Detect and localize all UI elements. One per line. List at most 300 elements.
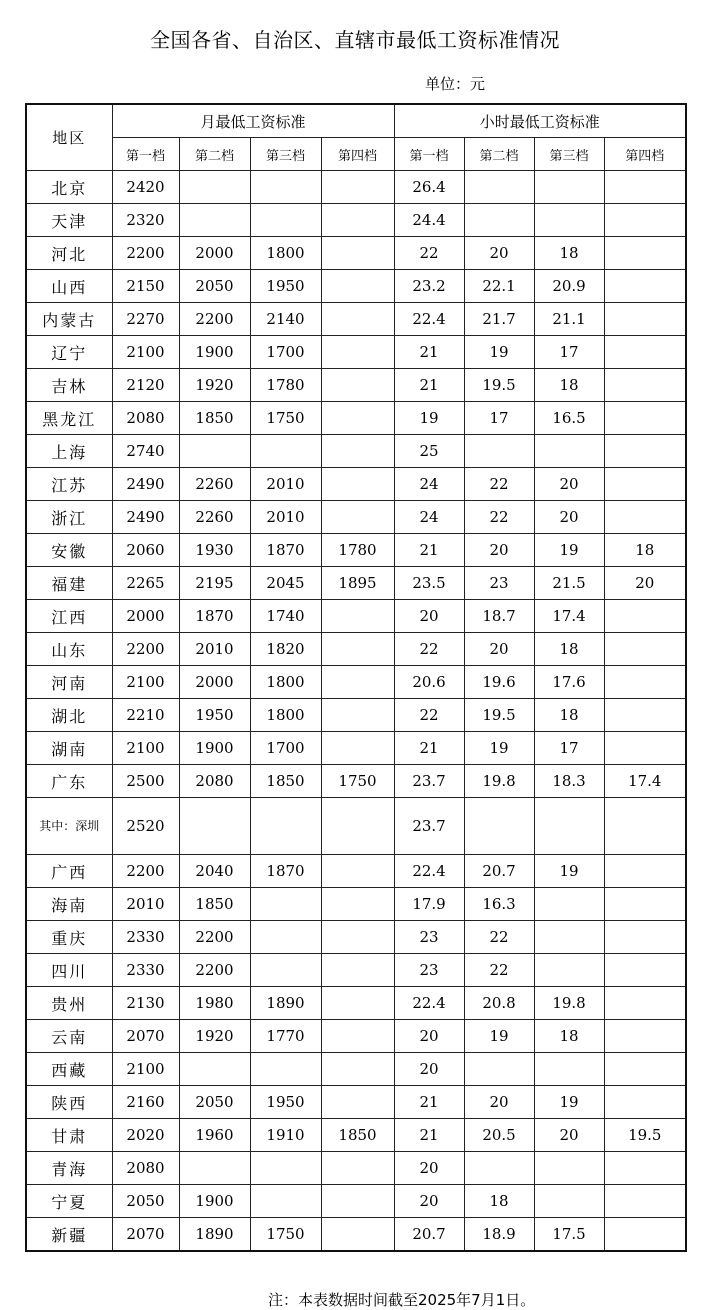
monthly-tier-3-cell — [250, 1185, 321, 1218]
hourly-tier-4-cell — [604, 435, 686, 468]
hourly-tier-4-cell — [604, 369, 686, 402]
header-monthly: 月最低工资标准 — [112, 104, 394, 138]
monthly-tier-1-cell: 2320 — [112, 204, 179, 237]
region-cell: 广东 — [26, 765, 112, 798]
monthly-tier-4-cell: 1850 — [321, 1119, 394, 1152]
monthly-tier-1-cell: 2100 — [112, 666, 179, 699]
hourly-tier-4-cell: 17.4 — [604, 765, 686, 798]
hourly-tier-4-cell — [604, 954, 686, 987]
hourly-tier-1-cell: 22.4 — [394, 303, 464, 336]
monthly-tier-3-cell: 1750 — [250, 1218, 321, 1252]
footnote: 注：本表数据时间截至2025年7月1日。 — [268, 1291, 536, 1309]
monthly-tier-1-cell: 2070 — [112, 1218, 179, 1252]
monthly-tier-4-cell: 1780 — [321, 534, 394, 567]
monthly-tier-2-cell: 1850 — [179, 888, 250, 921]
min-wage-table — [25, 103, 687, 1252]
hourly-tier-4-cell — [604, 1218, 686, 1252]
hourly-tier-1-cell: 20 — [394, 1020, 464, 1053]
hourly-tier-1-cell: 21 — [394, 732, 464, 765]
hourly-tier-1-cell: 21 — [394, 1119, 464, 1152]
table-row — [26, 1053, 686, 1086]
monthly-tier-2-cell — [179, 204, 250, 237]
monthly-tier-3-cell: 2010 — [250, 468, 321, 501]
monthly-tier-1-cell: 2000 — [112, 600, 179, 633]
region-cell: 贵州 — [26, 987, 112, 1020]
hourly-tier-4-cell — [604, 798, 686, 855]
monthly-tier-3-cell: 1700 — [250, 336, 321, 369]
hourly-tier-3-cell: 18 — [534, 237, 604, 270]
hourly-tier-2-cell: 18.9 — [464, 1218, 534, 1252]
hourly-tier-3-cell: 20.9 — [534, 270, 604, 303]
region-cell: 宁夏 — [26, 1185, 112, 1218]
table-row — [26, 501, 686, 534]
hourly-tier-3-cell: 19 — [534, 1086, 604, 1119]
region-cell: 上海 — [26, 435, 112, 468]
monthly-tier-2-cell: 1930 — [179, 534, 250, 567]
monthly-tier-3-cell: 2010 — [250, 501, 321, 534]
monthly-tier-2-cell: 2050 — [179, 270, 250, 303]
monthly-tier-4-cell — [321, 303, 394, 336]
hourly-tier-4-cell — [604, 855, 686, 888]
table-row — [26, 633, 686, 666]
hourly-tier-4-cell: 19.5 — [604, 1119, 686, 1152]
hourly-tier-3-cell: 18 — [534, 1020, 604, 1053]
monthly-tier-1-cell: 2490 — [112, 501, 179, 534]
monthly-tier-1-cell: 2210 — [112, 699, 179, 732]
table-row — [26, 765, 686, 798]
hourly-tier-2-cell — [464, 798, 534, 855]
monthly-tier-2-cell: 2195 — [179, 567, 250, 600]
header-monthly-tier-3: 第三档 — [250, 138, 321, 171]
monthly-tier-4-cell — [321, 1053, 394, 1086]
hourly-tier-2-cell: 20 — [464, 534, 534, 567]
hourly-tier-1-cell: 20 — [394, 1185, 464, 1218]
monthly-tier-4-cell — [321, 1185, 394, 1218]
monthly-tier-1-cell: 2100 — [112, 732, 179, 765]
monthly-tier-4-cell — [321, 1086, 394, 1119]
monthly-tier-2-cell — [179, 171, 250, 204]
hourly-tier-4-cell — [604, 171, 686, 204]
table-row — [26, 855, 686, 888]
hourly-tier-2-cell — [464, 1152, 534, 1185]
monthly-tier-3-cell: 1870 — [250, 855, 321, 888]
region-cell: 福建 — [26, 567, 112, 600]
hourly-tier-4-cell — [604, 1185, 686, 1218]
monthly-tier-2-cell — [179, 798, 250, 855]
hourly-tier-1-cell: 22 — [394, 237, 464, 270]
hourly-tier-1-cell: 21 — [394, 534, 464, 567]
monthly-tier-1-cell: 2070 — [112, 1020, 179, 1053]
monthly-tier-4-cell — [321, 666, 394, 699]
hourly-tier-1-cell: 23.7 — [394, 798, 464, 855]
monthly-tier-2-cell: 2000 — [179, 666, 250, 699]
region-cell: 湖北 — [26, 699, 112, 732]
hourly-tier-3-cell: 17.6 — [534, 666, 604, 699]
table-row — [26, 1086, 686, 1119]
hourly-tier-4-cell — [604, 1152, 686, 1185]
hourly-tier-2-cell: 19.6 — [464, 666, 534, 699]
hourly-tier-2-cell — [464, 204, 534, 237]
hourly-tier-4-cell — [604, 600, 686, 633]
monthly-tier-4-cell: 1895 — [321, 567, 394, 600]
hourly-tier-2-cell: 22 — [464, 501, 534, 534]
region-cell: 辽宁 — [26, 336, 112, 369]
hourly-tier-1-cell: 23 — [394, 921, 464, 954]
region-cell: 湖南 — [26, 732, 112, 765]
monthly-tier-4-cell — [321, 888, 394, 921]
monthly-tier-4-cell — [321, 1218, 394, 1252]
monthly-tier-3-cell — [250, 435, 321, 468]
table-row — [26, 987, 686, 1020]
hourly-tier-3-cell: 19 — [534, 855, 604, 888]
hourly-tier-1-cell: 20 — [394, 600, 464, 633]
monthly-tier-3-cell — [250, 888, 321, 921]
header-hourly-tier-2: 第二档 — [464, 138, 534, 171]
hourly-tier-4-cell — [604, 237, 686, 270]
table-row — [26, 1152, 686, 1185]
table-row — [26, 921, 686, 954]
header-hourly-tier-1: 第一档 — [394, 138, 464, 171]
region-cell: 江苏 — [26, 468, 112, 501]
monthly-tier-1-cell: 2150 — [112, 270, 179, 303]
hourly-tier-2-cell: 21.7 — [464, 303, 534, 336]
monthly-tier-2-cell: 1950 — [179, 699, 250, 732]
hourly-tier-3-cell — [534, 1152, 604, 1185]
table-row — [26, 798, 686, 855]
hourly-tier-3-cell: 19 — [534, 534, 604, 567]
monthly-tier-4-cell — [321, 369, 394, 402]
monthly-tier-4-cell — [321, 798, 394, 855]
monthly-tier-4-cell — [321, 954, 394, 987]
table-row — [26, 369, 686, 402]
hourly-tier-3-cell: 21.5 — [534, 567, 604, 600]
table-row — [26, 336, 686, 369]
hourly-tier-1-cell: 24 — [394, 468, 464, 501]
monthly-tier-4-cell — [321, 468, 394, 501]
hourly-tier-1-cell: 19 — [394, 402, 464, 435]
monthly-tier-2-cell: 2050 — [179, 1086, 250, 1119]
monthly-tier-2-cell — [179, 435, 250, 468]
hourly-tier-4-cell — [604, 1086, 686, 1119]
table-row — [26, 954, 686, 987]
region-cell: 云南 — [26, 1020, 112, 1053]
hourly-tier-3-cell: 18 — [534, 369, 604, 402]
hourly-tier-3-cell: 18 — [534, 633, 604, 666]
monthly-tier-1-cell: 2020 — [112, 1119, 179, 1152]
hourly-tier-1-cell: 17.9 — [394, 888, 464, 921]
hourly-tier-1-cell: 21 — [394, 369, 464, 402]
hourly-tier-2-cell: 22 — [464, 921, 534, 954]
monthly-tier-1-cell: 2200 — [112, 633, 179, 666]
region-cell: 山西 — [26, 270, 112, 303]
monthly-tier-1-cell: 2080 — [112, 402, 179, 435]
hourly-tier-3-cell: 19.8 — [534, 987, 604, 1020]
hourly-tier-4-cell — [604, 732, 686, 765]
table-row — [26, 888, 686, 921]
table-row — [26, 1119, 686, 1152]
monthly-tier-3-cell: 1910 — [250, 1119, 321, 1152]
monthly-tier-1-cell: 2490 — [112, 468, 179, 501]
monthly-tier-1-cell: 2265 — [112, 567, 179, 600]
monthly-tier-4-cell — [321, 435, 394, 468]
hourly-tier-4-cell — [604, 336, 686, 369]
hourly-tier-1-cell: 20 — [394, 1053, 464, 1086]
hourly-tier-3-cell: 17.5 — [534, 1218, 604, 1252]
monthly-tier-1-cell: 2270 — [112, 303, 179, 336]
monthly-tier-4-cell — [321, 336, 394, 369]
monthly-tier-2-cell — [179, 1053, 250, 1086]
hourly-tier-3-cell: 17 — [534, 732, 604, 765]
region-cell: 北京 — [26, 171, 112, 204]
monthly-tier-1-cell: 2420 — [112, 171, 179, 204]
monthly-tier-3-cell: 1820 — [250, 633, 321, 666]
monthly-tier-3-cell — [250, 1053, 321, 1086]
monthly-tier-4-cell — [321, 204, 394, 237]
header-monthly-tier-4: 第四档 — [321, 138, 394, 171]
hourly-tier-3-cell — [534, 204, 604, 237]
hourly-tier-4-cell — [604, 1053, 686, 1086]
header-monthly-tier-1: 第一档 — [112, 138, 179, 171]
hourly-tier-1-cell: 22.4 — [394, 855, 464, 888]
monthly-tier-4-cell — [321, 987, 394, 1020]
monthly-tier-3-cell — [250, 1152, 321, 1185]
header-region: 地区 — [26, 104, 112, 171]
monthly-tier-3-cell — [250, 204, 321, 237]
hourly-tier-1-cell: 24.4 — [394, 204, 464, 237]
monthly-tier-3-cell: 1950 — [250, 1086, 321, 1119]
hourly-tier-1-cell: 20.6 — [394, 666, 464, 699]
monthly-tier-3-cell: 2140 — [250, 303, 321, 336]
monthly-tier-3-cell — [250, 954, 321, 987]
monthly-tier-4-cell — [321, 855, 394, 888]
hourly-tier-1-cell: 22.4 — [394, 987, 464, 1020]
hourly-tier-4-cell — [604, 303, 686, 336]
hourly-tier-1-cell: 23.2 — [394, 270, 464, 303]
monthly-tier-4-cell — [321, 501, 394, 534]
hourly-tier-1-cell: 21 — [394, 1086, 464, 1119]
header-hourly-tier-4: 第四档 — [604, 138, 686, 171]
hourly-tier-2-cell: 19 — [464, 1020, 534, 1053]
hourly-tier-1-cell: 25 — [394, 435, 464, 468]
monthly-tier-1-cell: 2130 — [112, 987, 179, 1020]
region-cell: 吉林 — [26, 369, 112, 402]
hourly-tier-4-cell — [604, 666, 686, 699]
monthly-tier-3-cell: 1750 — [250, 402, 321, 435]
monthly-tier-3-cell: 1950 — [250, 270, 321, 303]
hourly-tier-1-cell: 26.4 — [394, 171, 464, 204]
hourly-tier-2-cell: 20 — [464, 633, 534, 666]
monthly-tier-4-cell — [321, 270, 394, 303]
monthly-tier-1-cell: 2080 — [112, 1152, 179, 1185]
hourly-tier-1-cell: 20.7 — [394, 1218, 464, 1252]
table-row — [26, 204, 686, 237]
hourly-tier-3-cell — [534, 921, 604, 954]
monthly-tier-2-cell: 2260 — [179, 468, 250, 501]
hourly-tier-4-cell — [604, 468, 686, 501]
monthly-tier-1-cell: 2100 — [112, 1053, 179, 1086]
region-cell: 陕西 — [26, 1086, 112, 1119]
table-row — [26, 600, 686, 633]
hourly-tier-4-cell — [604, 270, 686, 303]
page-title: 全国各省、自治区、直辖市最低工资标准情况 — [150, 28, 560, 52]
region-cell: 四川 — [26, 954, 112, 987]
hourly-tier-2-cell — [464, 171, 534, 204]
monthly-tier-1-cell: 2200 — [112, 855, 179, 888]
monthly-tier-3-cell: 1770 — [250, 1020, 321, 1053]
monthly-tier-2-cell: 1920 — [179, 1020, 250, 1053]
hourly-tier-1-cell: 23.5 — [394, 567, 464, 600]
hourly-tier-4-cell: 20 — [604, 567, 686, 600]
monthly-tier-2-cell: 2200 — [179, 921, 250, 954]
hourly-tier-2-cell: 19.5 — [464, 369, 534, 402]
hourly-tier-4-cell — [604, 501, 686, 534]
hourly-tier-2-cell: 19.8 — [464, 765, 534, 798]
monthly-tier-3-cell — [250, 171, 321, 204]
monthly-tier-2-cell: 1900 — [179, 336, 250, 369]
monthly-tier-3-cell — [250, 798, 321, 855]
hourly-tier-1-cell: 23 — [394, 954, 464, 987]
hourly-tier-1-cell: 22 — [394, 633, 464, 666]
monthly-tier-1-cell: 2160 — [112, 1086, 179, 1119]
monthly-tier-1-cell: 2200 — [112, 237, 179, 270]
monthly-tier-2-cell: 2080 — [179, 765, 250, 798]
monthly-tier-4-cell — [321, 1020, 394, 1053]
monthly-tier-2-cell: 1980 — [179, 987, 250, 1020]
hourly-tier-1-cell: 23.7 — [394, 765, 464, 798]
table-row — [26, 1185, 686, 1218]
header-hourly-tier-3: 第三档 — [534, 138, 604, 171]
monthly-tier-4-cell — [321, 237, 394, 270]
hourly-tier-2-cell: 17 — [464, 402, 534, 435]
monthly-tier-3-cell: 1870 — [250, 534, 321, 567]
monthly-tier-2-cell: 1900 — [179, 732, 250, 765]
monthly-tier-4-cell — [321, 699, 394, 732]
table-row — [26, 1218, 686, 1252]
monthly-tier-2-cell: 2200 — [179, 954, 250, 987]
hourly-tier-2-cell: 20 — [464, 1086, 534, 1119]
monthly-tier-2-cell: 2010 — [179, 633, 250, 666]
region-cell: 河南 — [26, 666, 112, 699]
hourly-tier-2-cell — [464, 1053, 534, 1086]
region-cell: 天津 — [26, 204, 112, 237]
monthly-tier-3-cell: 1780 — [250, 369, 321, 402]
monthly-tier-1-cell: 2120 — [112, 369, 179, 402]
region-cell: 山东 — [26, 633, 112, 666]
region-cell: 甘肃 — [26, 1119, 112, 1152]
monthly-tier-3-cell: 1800 — [250, 237, 321, 270]
header-hourly: 小时最低工资标准 — [394, 104, 686, 138]
monthly-tier-2-cell: 2000 — [179, 237, 250, 270]
hourly-tier-1-cell: 24 — [394, 501, 464, 534]
hourly-tier-3-cell — [534, 954, 604, 987]
region-cell: 西藏 — [26, 1053, 112, 1086]
hourly-tier-2-cell: 20 — [464, 237, 534, 270]
monthly-tier-1-cell: 2740 — [112, 435, 179, 468]
monthly-tier-3-cell: 1800 — [250, 666, 321, 699]
hourly-tier-3-cell — [534, 798, 604, 855]
monthly-tier-4-cell — [321, 732, 394, 765]
region-cell: 黑龙江 — [26, 402, 112, 435]
monthly-tier-4-cell — [321, 921, 394, 954]
monthly-tier-2-cell: 2200 — [179, 303, 250, 336]
table-row — [26, 171, 686, 204]
table-row — [26, 534, 686, 567]
table-row — [26, 666, 686, 699]
monthly-tier-2-cell: 1900 — [179, 1185, 250, 1218]
monthly-tier-3-cell: 1740 — [250, 600, 321, 633]
hourly-tier-3-cell: 17.4 — [534, 600, 604, 633]
hourly-tier-4-cell — [604, 987, 686, 1020]
hourly-tier-1-cell: 21 — [394, 336, 464, 369]
hourly-tier-3-cell: 20 — [534, 1119, 604, 1152]
hourly-tier-1-cell: 22 — [394, 699, 464, 732]
hourly-tier-4-cell — [604, 633, 686, 666]
monthly-tier-1-cell: 2520 — [112, 798, 179, 855]
monthly-tier-3-cell: 1700 — [250, 732, 321, 765]
monthly-tier-3-cell — [250, 921, 321, 954]
table-row — [26, 270, 686, 303]
region-cell: 青海 — [26, 1152, 112, 1185]
region-cell: 河北 — [26, 237, 112, 270]
hourly-tier-3-cell: 18 — [534, 699, 604, 732]
hourly-tier-1-cell: 20 — [394, 1152, 464, 1185]
header-monthly-tier-2: 第二档 — [179, 138, 250, 171]
region-cell: 广西 — [26, 855, 112, 888]
unit-label: 单位：元 — [425, 75, 486, 93]
table-body — [26, 171, 686, 1252]
hourly-tier-4-cell — [604, 204, 686, 237]
monthly-tier-2-cell: 1960 — [179, 1119, 250, 1152]
hourly-tier-3-cell: 20 — [534, 468, 604, 501]
monthly-tier-4-cell — [321, 402, 394, 435]
hourly-tier-3-cell: 21.1 — [534, 303, 604, 336]
monthly-tier-1-cell: 2330 — [112, 921, 179, 954]
table-row — [26, 402, 686, 435]
monthly-tier-1-cell: 2100 — [112, 336, 179, 369]
region-cell: 其中：深圳 — [26, 798, 112, 855]
region-cell: 内蒙古 — [26, 303, 112, 336]
table-row — [26, 435, 686, 468]
monthly-tier-2-cell: 1920 — [179, 369, 250, 402]
hourly-tier-2-cell: 18 — [464, 1185, 534, 1218]
region-cell: 新疆 — [26, 1218, 112, 1252]
hourly-tier-4-cell — [604, 888, 686, 921]
hourly-tier-3-cell: 17 — [534, 336, 604, 369]
hourly-tier-2-cell: 18.7 — [464, 600, 534, 633]
hourly-tier-2-cell: 23 — [464, 567, 534, 600]
table-row — [26, 567, 686, 600]
region-cell: 重庆 — [26, 921, 112, 954]
monthly-tier-1-cell: 2330 — [112, 954, 179, 987]
monthly-tier-1-cell: 2050 — [112, 1185, 179, 1218]
hourly-tier-3-cell: 20 — [534, 501, 604, 534]
table-row — [26, 303, 686, 336]
hourly-tier-3-cell — [534, 1185, 604, 1218]
region-cell: 安徽 — [26, 534, 112, 567]
monthly-tier-3-cell: 1850 — [250, 765, 321, 798]
hourly-tier-3-cell — [534, 435, 604, 468]
monthly-tier-1-cell: 2060 — [112, 534, 179, 567]
region-cell: 海南 — [26, 888, 112, 921]
hourly-tier-2-cell: 22 — [464, 954, 534, 987]
hourly-tier-4-cell — [604, 1020, 686, 1053]
hourly-tier-4-cell — [604, 921, 686, 954]
hourly-tier-2-cell: 22.1 — [464, 270, 534, 303]
monthly-tier-1-cell: 2500 — [112, 765, 179, 798]
monthly-tier-2-cell: 2260 — [179, 501, 250, 534]
hourly-tier-2-cell — [464, 435, 534, 468]
monthly-tier-4-cell — [321, 600, 394, 633]
